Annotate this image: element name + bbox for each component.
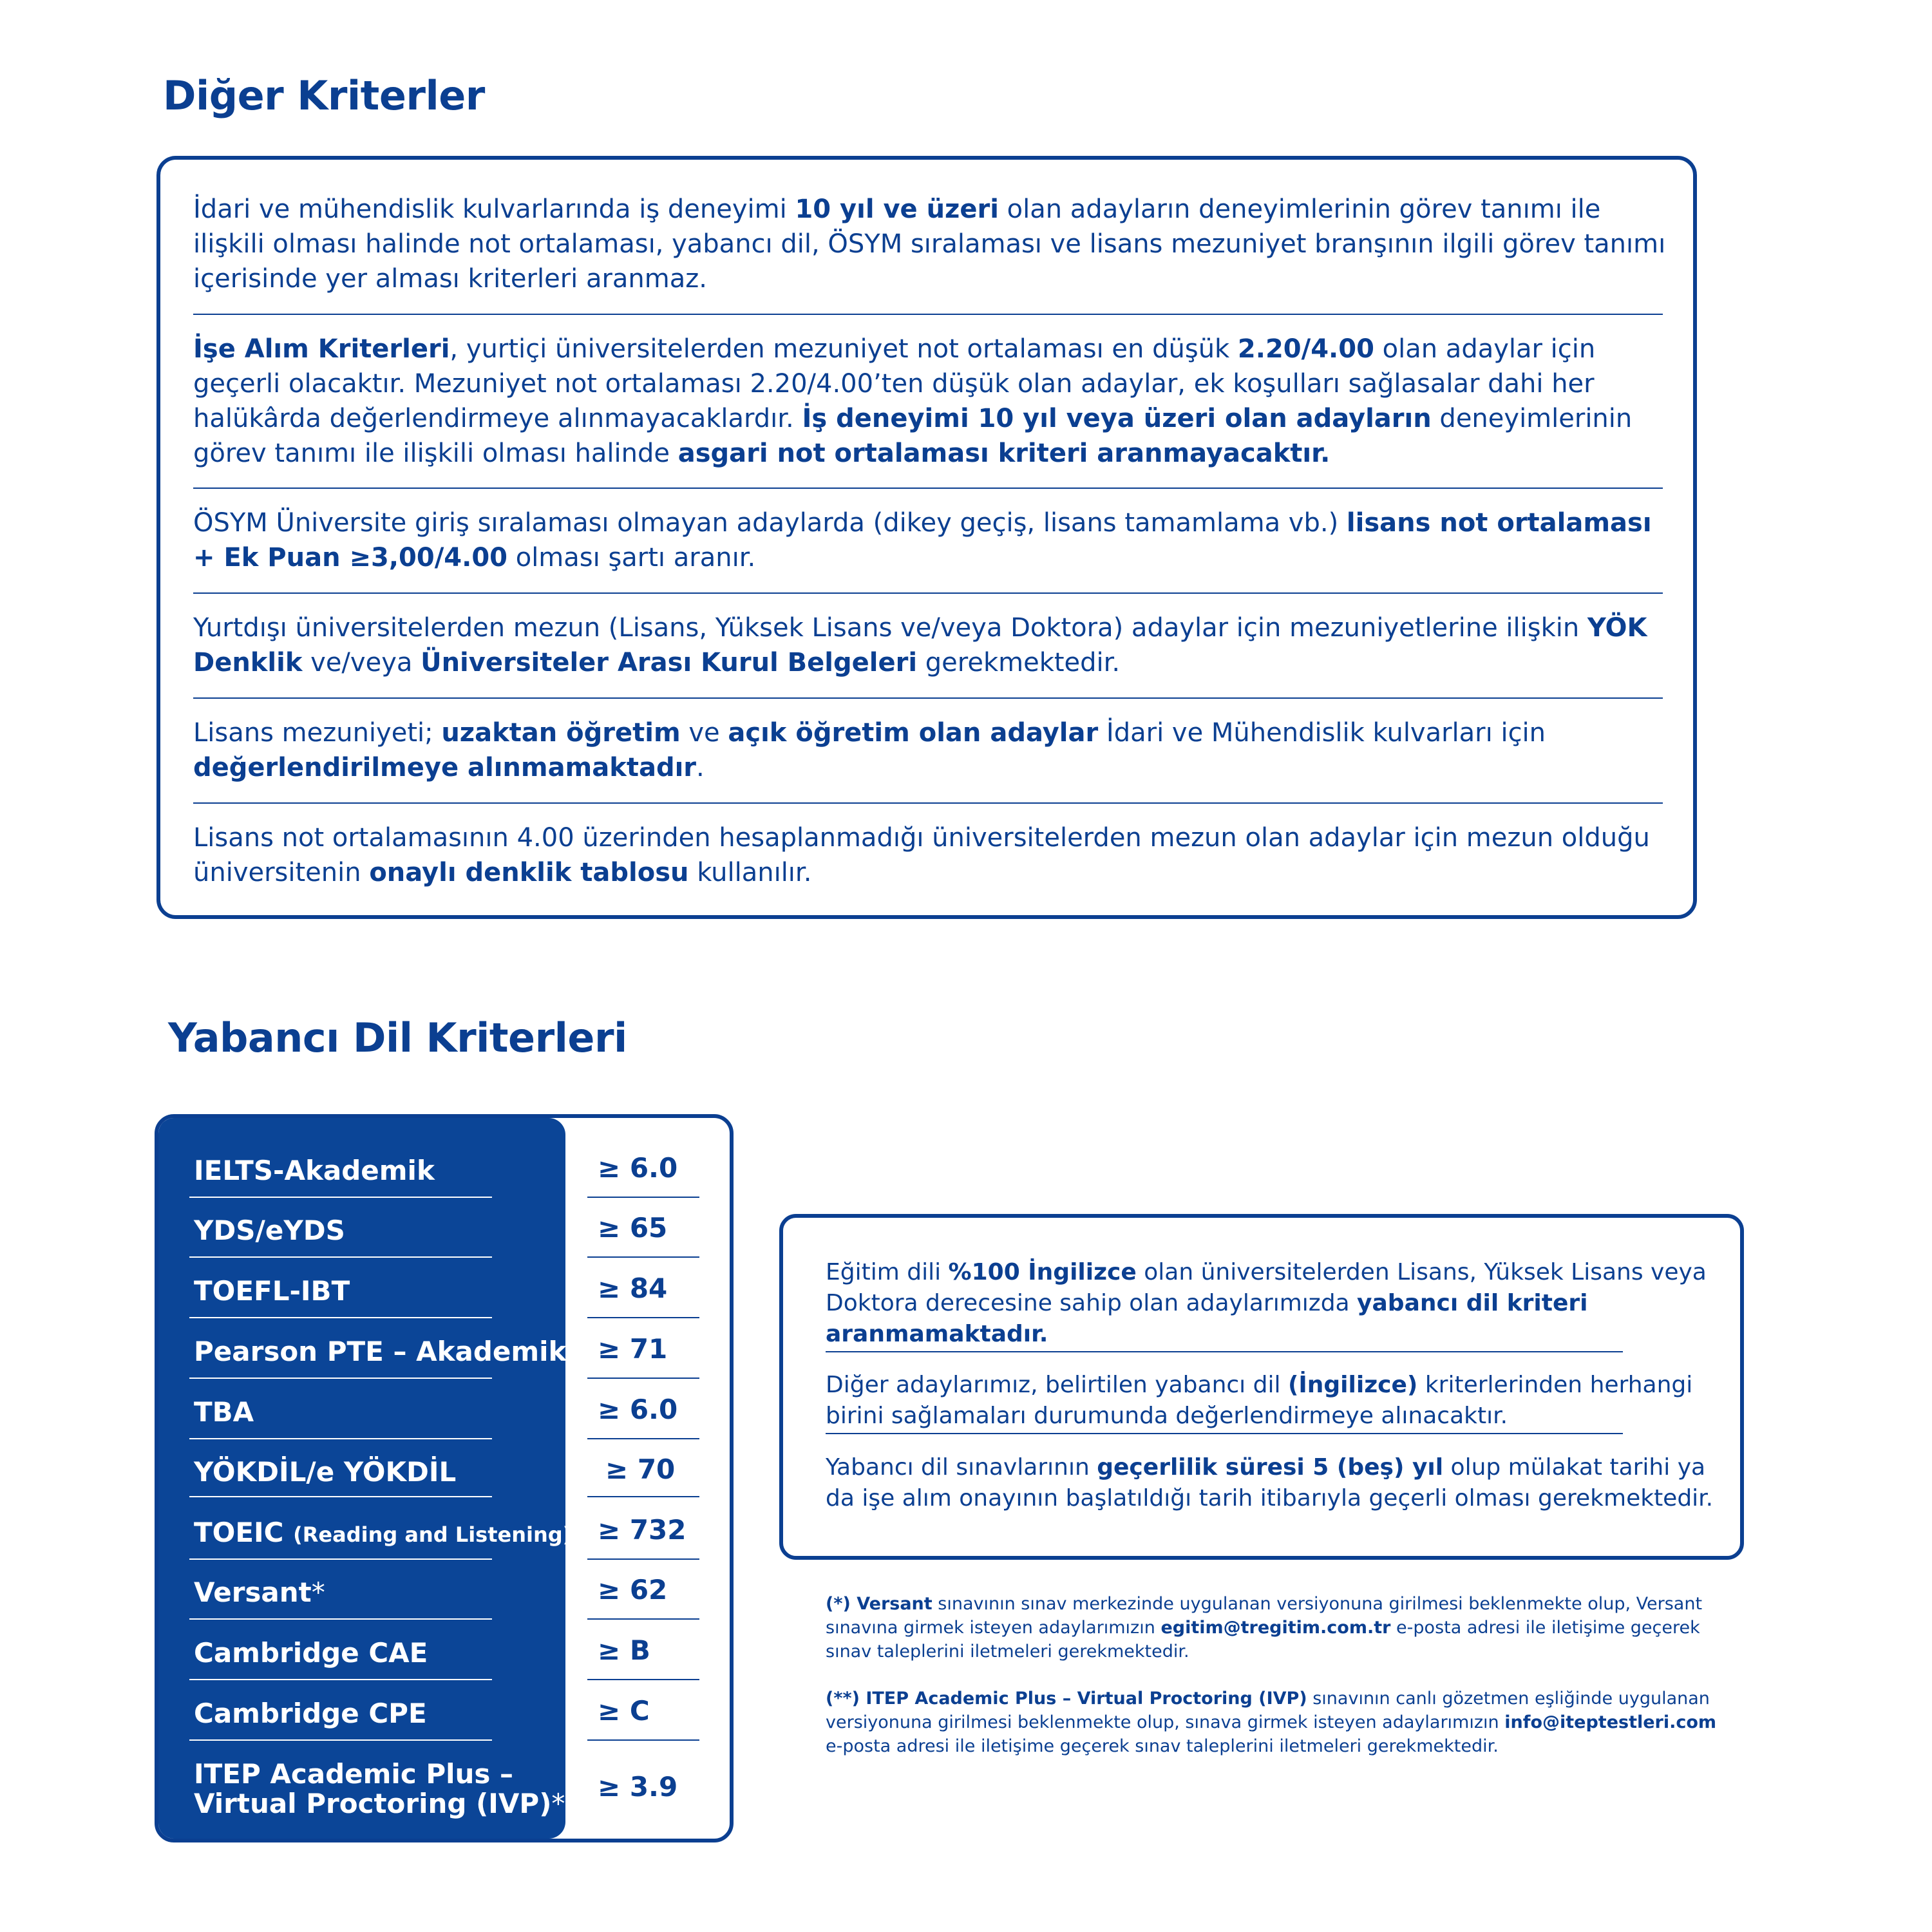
exam-score: ≥ 732 [598,1514,687,1546]
criterion-abroad: Yurtdışı üniversitelerden mezun (Lisans, Yüksek Lisans ve/veya Doktora) adaylar için mezuniyetlerine ilişkin YÖK Denklik ve/veya Üniversiteler Arası Kurul Belgeleri gerekmektedir. [193,613,1647,677]
exam-name: TBA [194,1396,254,1428]
exam-name: ITEP Academic Plus – Virtual Proctoring (IVP)** [194,1758,579,1819]
exam-score: ≥ 84 [598,1273,668,1304]
exam-name: Pearson PTE – Akademik [194,1336,567,1367]
divider [826,1351,1623,1352]
exam-score: ≥ 6.0 [598,1394,678,1425]
divider [193,697,1663,699]
exam-score: ≥ 62 [598,1574,668,1605]
divider [193,802,1663,804]
row-divider [189,1679,492,1680]
exam-name: Cambridge CPE [194,1698,427,1729]
row-divider [587,1739,699,1741]
criterion-gpa: İşe Alım Kriterleri, yurtiçi üniversitelerden mezuniyet not ortalaması en düşük 2.20/4.00 olan adaylar için geçerli olacaktır. Mezuniyet not ortalaması 2.20/4.00’ten düşük olan adaylar, ek koşulları sağlasalar dahi her halükârda değerlendirmeye alınmayacaklardır. İş deneyimi 10 yıl veya üzeri olan adayların deneyimlerinin görev tanımı ile ilişkili olması halinde asgari not ortalaması kriteri aranmayacaktır. [193,334,1633,468]
footnote-versant: (*) Versant sınavının sınav merkezinde uygulanan versiyonuna girilmesi beklenmekte olup, Versant sınavına girmek isteyen adaylarımızın egitim@tregitim.com.tr e-posta adresi ile iletişime geçerek sınav taleplerini iletmeleri gerekmektedir. [826,1594,1703,1662]
row-divider [189,1739,492,1741]
exam-score: ≥ 6.0 [598,1152,678,1184]
info-validity: Yabancı dil sınavlarının geçerlilik süresi 5 (beş) yıl olup mülakat tarihi ya da işe alım onayının başlatıldığı tarih itibarıyla geçerli olması gerekmektedir. [826,1454,1714,1511]
divider [193,488,1663,489]
row-divider [587,1378,699,1379]
criterion-distance-learning: Lisans mezuniyeti; uzaktan öğretim ve açık öğretim olan adaylar İdari ve Mühendislik kulvarları için değerlendirilmeye alınmamaktadır. [193,718,1546,782]
exam-score: ≥ 3.9 [598,1771,678,1803]
exam-name: Cambridge CAE [194,1637,428,1669]
criterion-equivalence: Lisans not ortalamasının 4.00 üzerinden hesaplanmadığı üniversitelerden mezun olan adaylar için mezun olduğu üniversitenin onaylı denklik tablosu kullanılır. [193,823,1650,887]
exam-name: YÖKDİL/e YÖKDİL [194,1456,457,1488]
divider [193,314,1663,315]
row-divider [587,1496,699,1497]
exam-score: ≥ 70 [605,1454,676,1485]
divider [193,592,1663,594]
row-divider [587,1317,699,1318]
row-divider [587,1618,699,1620]
row-divider [587,1558,699,1560]
section-title-language-criteria: Yabancı Dil Kriterleri [168,1014,627,1061]
exam-score: ≥ 65 [598,1212,668,1244]
criterion-osym: ÖSYM Üniversite giriş sıralaması olmayan adaylarda (dikey geçiş, lisans tamamlama vb.) lisans not ortalaması + Ek Puan ≥3,00/4.00 olması şartı aranır. [193,508,1652,573]
row-divider [587,1679,699,1680]
exam-name: IELTS-Akademik [194,1155,435,1186]
row-divider [587,1197,699,1198]
divider [826,1433,1623,1434]
exam-name: TOEIC (Reading and Listening) [194,1517,573,1548]
row-divider [189,1378,492,1379]
exam-score: ≥ B [598,1634,650,1666]
row-divider [587,1438,699,1439]
info-english-education: Eğitim dili %100 İngilizce olan üniversitelerden Lisans, Yüksek Lisans veya Doktora derecesine sahip olan adaylarımızda yabancı dil kriteri aranmamaktadır. [826,1259,1707,1347]
row-divider [189,1618,492,1620]
row-divider [189,1256,492,1258]
footnote-itep: (**) ITEP Academic Plus – Virtual Proctoring (IVP) sınavının canlı gözetmen eşliğinde uygulanan versiyonuna girilmesi beklenmekte olup, sınava girmek isteyen adaylarımızın info@iteptestleri.com e-posta adresi ile iletişime geçerek sınav taleplerini iletmeleri gerekmektedir. [826,1689,1717,1756]
exam-name: TOEFL-IBT [194,1275,350,1307]
row-divider [189,1496,492,1497]
row-divider [189,1197,492,1198]
row-divider [189,1438,492,1439]
row-divider [189,1558,492,1560]
row-divider [587,1256,699,1258]
criterion-experience: İdari ve mühendislik kulvarlarında iş deneyimi 10 yıl ve üzeri olan adayların deneyimlerinin görev tanımı ile ilişkili olması halinde not ortalaması, yabancı dil, ÖSYM sıralaması ve lisans mezuniyet branşının ilgili görev tanımı içerisinde yer alması kriterleri aranmaz. [193,194,1666,294]
section-title-other-criteria: Diğer Kriterler [163,72,485,119]
info-other-candidates: Diğer adaylarımız, belirtilen yabancı dil (İngilizce) kriterlerinden herhangi birini sağlamaları durumunda değerlendirmeye alınacaktır. [826,1372,1693,1429]
exam-name: YDS/eYDS [194,1215,345,1246]
row-divider [189,1317,492,1318]
exam-score: ≥ 71 [598,1333,668,1365]
exam-score: ≥ C [598,1695,650,1727]
exam-name: Versant* [194,1577,325,1608]
